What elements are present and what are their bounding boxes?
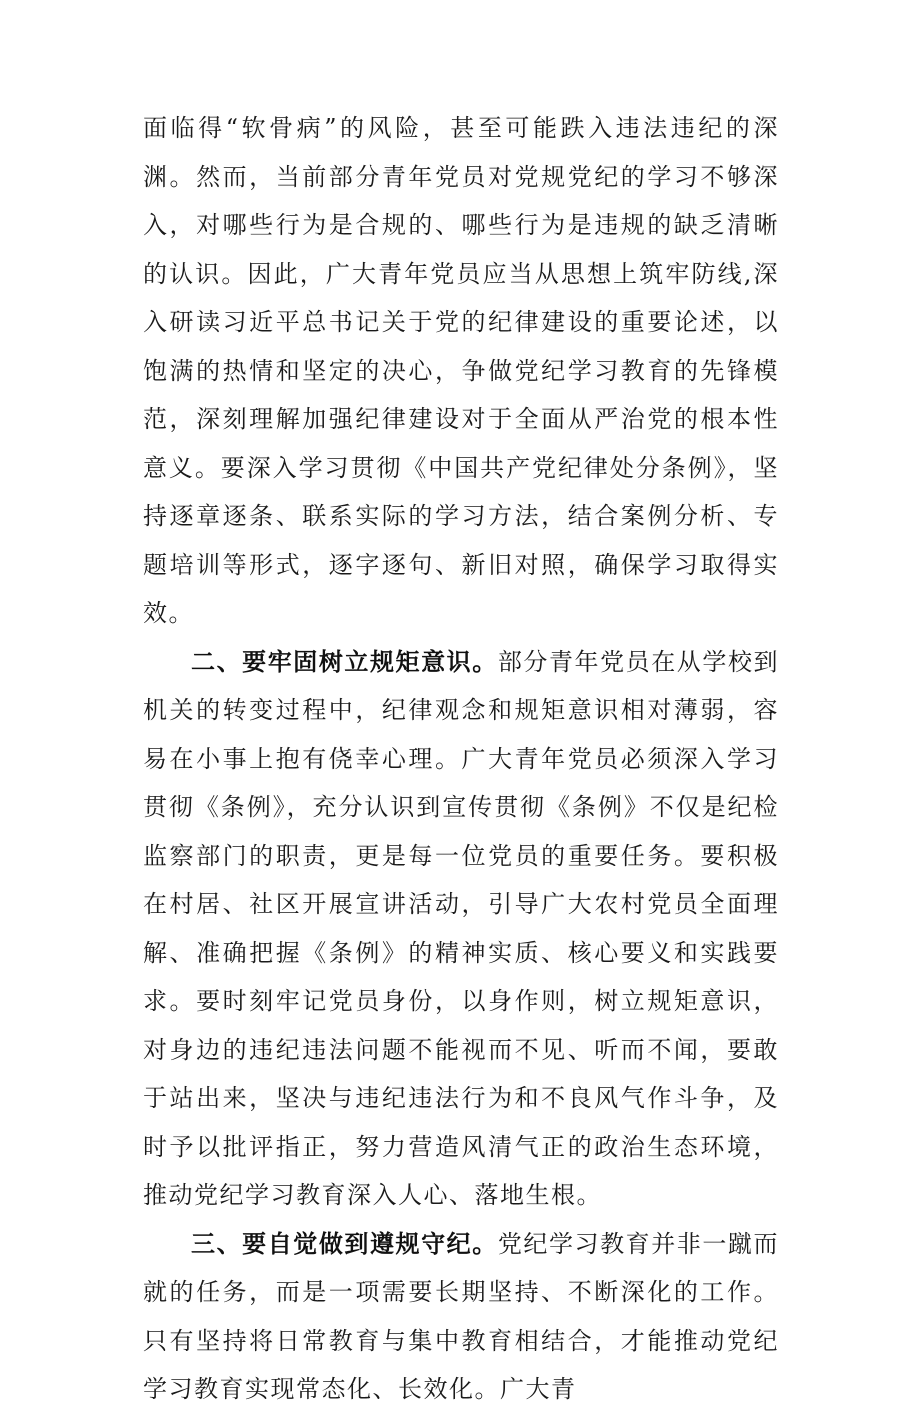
- section-heading: 三、要自觉做到遵规守纪。: [191, 1229, 498, 1258]
- paragraph-continuation: [143, 104, 779, 638]
- paragraph-section-3: [143, 1220, 779, 1414]
- paragraph-text: 党纪学习教育并非一蹴而就的任务，而是一项需要长期坚持、不断深化的工作。只有坚持将日常教育与集中教育相结合，才能推动党纪学习教育实现常态化、长效化。广大青: [143, 1229, 780, 1403]
- paragraph-text: 部分青年党员在从学校到机关的转变过程中，纪律观念和规矩意识相对薄弱，容易在小事上抱有侥幸心理。广大青年党员必须深入学习贯彻《条例》，充分认识到宣传贯彻《条例》不仅是纪检监察部门的职责，更是每一位党员的重要任务。要积极在村居、社区开展宣讲活动，引导广大农村党员全面理解、准确把握《条例》的精神实质、核心要义和实践要求。要时刻牢记党员身份，以身作则，树立规矩意识，对身边的违纪违法问题不能视而不见、听而不闻，要敢于站出来，坚决与违纪违法行为和不良风气作斗争，及时予以批评指正，努力营造风清气正的政治生态环境，推动党纪学习教育深入人心、落地生根。: [143, 647, 780, 1209]
- paragraph-text: 面临得“软骨病”的风险，甚至可能跌入违法违纪的深渊。然而，当前部分青年党员对党规党纪的学习不够深入，对哪些行为是合规的、哪些行为是违规的缺乏清晰的认识。因此，广大青年党员应当从思想上筑牢防线,深入研读习近平总书记关于党的纪律建设的重要论述，以饱满的热情和坚定的决心，争做党纪学习教育的先锋模范，深刻理解加强纪律建设对于全面从严治党的根本性意义。要深入学习贯彻《中国共产党纪律处分条例》，坚持逐章逐条、联系实际的学习方法，结合案例分析、专题培训等形式，逐字逐句、新旧对照，确保学习取得实效。: [143, 114, 779, 627]
- document-body: [143, 104, 779, 1414]
- paragraph-section-2: [143, 638, 779, 1220]
- section-heading: 二、要牢固树立规矩意识。: [191, 647, 498, 676]
